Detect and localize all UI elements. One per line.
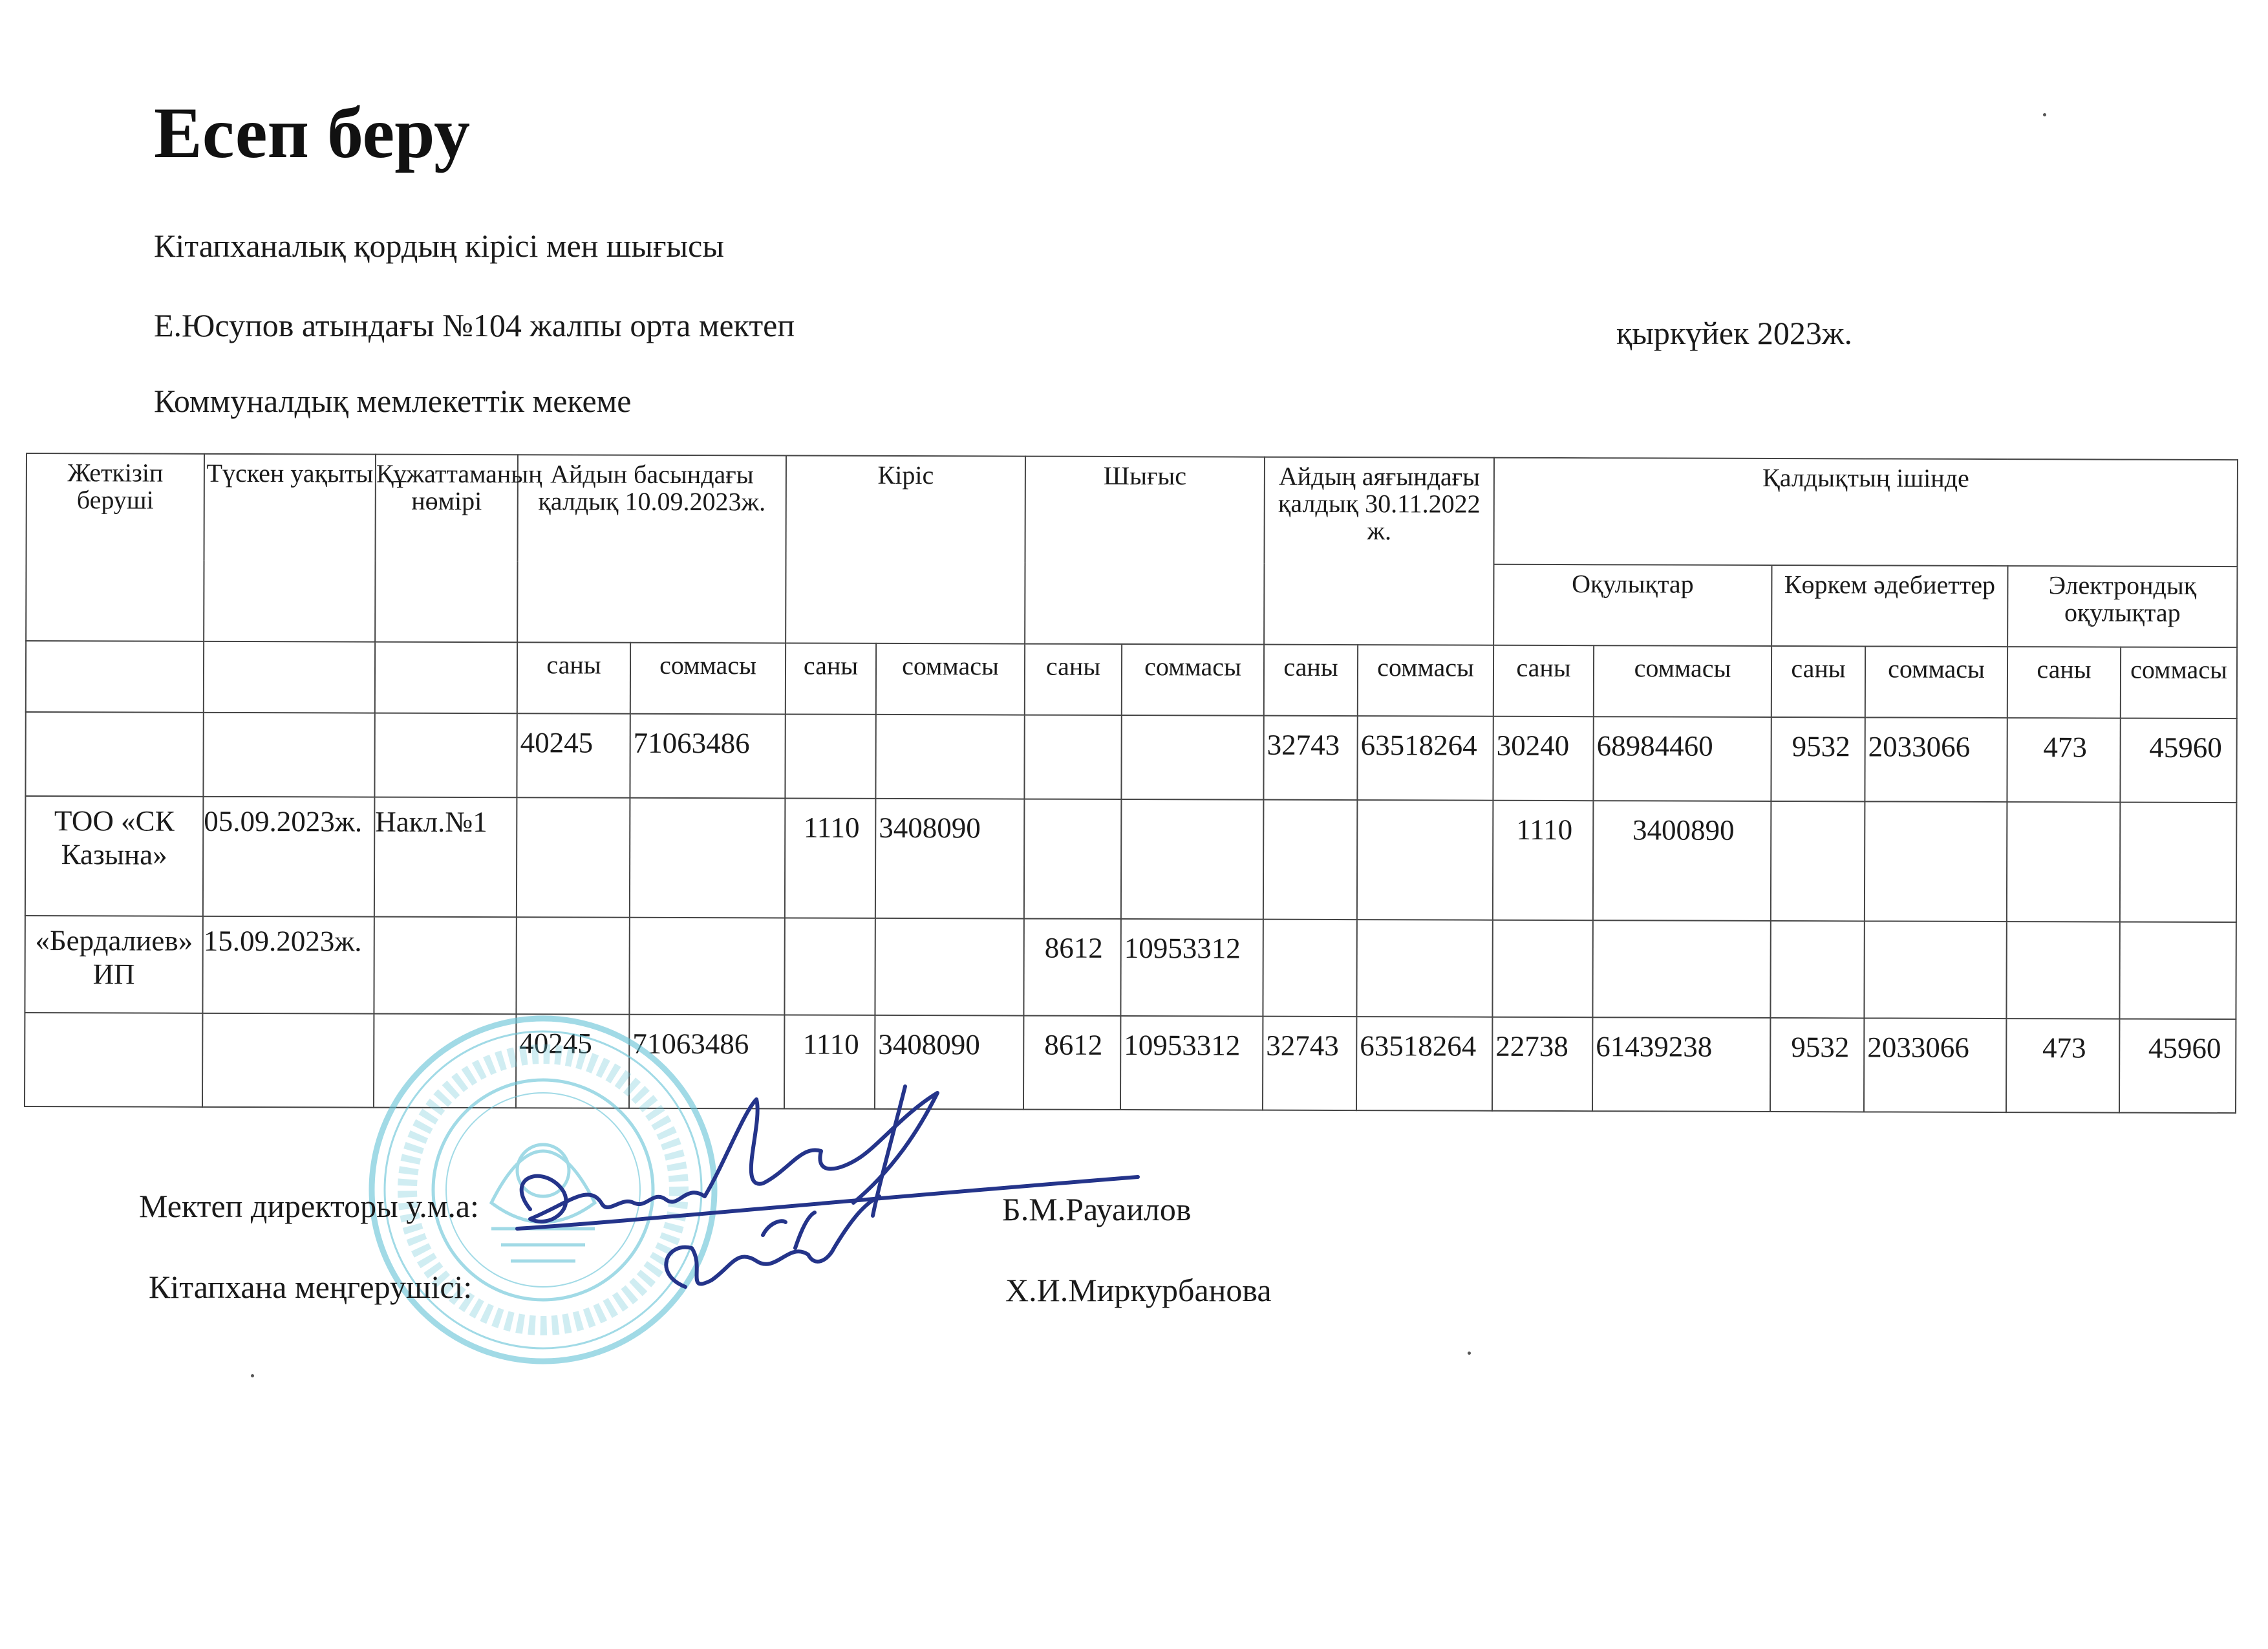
header-expense: Шығыс <box>1025 457 1265 645</box>
subheader-amount: соммасы <box>1358 645 1493 717</box>
cell-textbooks-count: 22738 <box>1492 1017 1592 1111</box>
cell-open-count <box>516 917 629 1015</box>
report-subtitle: Кітапханалық қордың кірісі мен шығысы <box>154 228 724 264</box>
school-name: Е.Юсупов атындағы №104 жалпы орта мектеп <box>154 307 795 343</box>
subheader-amount: соммасы <box>1594 645 1771 717</box>
cell-e-textbooks-amount <box>2120 803 2237 923</box>
subheader-count: саны <box>786 643 876 714</box>
cell-open-amount <box>630 798 786 918</box>
cell-close-count: 32743 <box>1263 1017 1356 1110</box>
scan-speck <box>1468 1352 1471 1355</box>
cell-out-count: 8612 <box>1023 919 1120 1016</box>
table-row <box>25 796 2237 922</box>
header-document-number: Құжаттаманың нөмірі <box>375 455 518 643</box>
cell-textbooks-amount: 68984460 <box>1593 717 1771 801</box>
cell-open-count: 40245 <box>517 713 630 798</box>
cell-textbooks-amount: 3400890 <box>1593 801 1771 921</box>
cell-e-textbooks-count <box>2006 921 2119 1019</box>
cell-textbooks-amount: 61439238 <box>1592 1017 1770 1112</box>
cell-out-count: 8612 <box>1023 1016 1120 1110</box>
header-supplier: Жеткізіп беруші <box>26 453 204 641</box>
librarian-label: Кітапхана меңгерушісі: <box>149 1269 473 1305</box>
cell-out-count <box>1024 715 1121 799</box>
cell-fiction-amount: 2033066 <box>1864 1018 2006 1112</box>
cell-close-amount <box>1357 800 1493 920</box>
cell-in-amount: 3408090 <box>875 1015 1023 1110</box>
cell-textbooks-count: 30240 <box>1493 717 1593 801</box>
cell-supplier <box>25 1013 202 1107</box>
cell-date: 15.09.2023ж. <box>202 916 374 1014</box>
cell-e-textbooks-count: 473 <box>2007 718 2120 803</box>
cell-open-amount: 71063486 <box>630 714 785 799</box>
cell-textbooks-count: 1110 <box>1493 801 1594 920</box>
cell-open-amount: 71063486 <box>629 1015 784 1109</box>
cell-close-amount: 63518264 <box>1357 716 1493 801</box>
cell-e-textbooks-count: 473 <box>2006 1018 2119 1113</box>
cell-supplier <box>25 712 203 797</box>
cell-e-textbooks-amount: 45960 <box>2120 718 2236 803</box>
cell-open-amount <box>629 918 784 1015</box>
cell-out-count <box>1024 799 1122 919</box>
subheader-amount: соммасы <box>2121 647 2237 719</box>
subheader-empty <box>204 641 375 713</box>
header-fiction: Көркем әдебиеттер <box>1771 565 2007 647</box>
director-label: Мектеп директоры у.м.а: <box>139 1188 479 1224</box>
cell-fiction-count <box>1770 921 1864 1018</box>
cell-close-amount <box>1356 920 1492 1017</box>
cell-open-count: 40245 <box>516 1014 629 1108</box>
cell-in-count <box>784 918 875 1015</box>
table-row <box>25 712 2236 803</box>
header-opening-balance: Айдын басындағы қалдық 10.09.2023ж. <box>517 455 786 643</box>
subheader-count: саны <box>1493 645 1594 717</box>
cell-in-count: 1110 <box>785 798 876 918</box>
table-row <box>25 916 2236 1019</box>
cell-fiction-count: 9532 <box>1771 717 1865 801</box>
subheader-empty <box>375 642 517 714</box>
cell-supplier: ТОО «СК Казына» <box>25 796 204 916</box>
cell-doc: Накл.№1 <box>374 797 517 918</box>
cell-date <box>203 713 374 797</box>
organization-type: Коммуналдық мемлекеттік мекеме <box>154 383 632 419</box>
scan-speck <box>2043 113 2046 116</box>
header-balance-includes: Қалдықтың ішінде <box>1494 458 2238 566</box>
library-fund-table <box>24 453 2238 1114</box>
cell-fiction-amount: 2033066 <box>1865 717 2007 802</box>
subheader-count: саны <box>1264 645 1358 716</box>
cell-in-amount <box>875 715 1024 799</box>
cell-textbooks-amount <box>1592 920 1770 1018</box>
cell-fiction-amount <box>1865 801 2007 921</box>
cell-doc <box>374 917 516 1015</box>
cell-out-amount <box>1121 715 1263 800</box>
cell-in-count: 1110 <box>784 1015 875 1108</box>
cell-supplier: «Бердалиев» ИП <box>25 916 202 1013</box>
cell-textbooks-count <box>1492 920 1592 1017</box>
subheader-count: саны <box>2007 647 2121 718</box>
header-e-textbooks: Электрондық оқулықтар <box>2007 566 2237 647</box>
cell-open-count <box>517 797 630 918</box>
cell-close-count: 32743 <box>1263 716 1357 800</box>
subheader-count: саны <box>517 642 630 714</box>
subheader-count: саны <box>1771 646 1865 717</box>
librarian-name: Х.И.Миркурбанова <box>1005 1272 1272 1308</box>
subheader-amount: соммасы <box>876 643 1025 715</box>
header-received-date: Түскен уақыты <box>204 454 376 642</box>
cell-out-amount: 10953312 <box>1120 1016 1263 1110</box>
cell-close-count <box>1263 920 1356 1017</box>
scan-speck <box>251 1374 254 1377</box>
subheader-amount: соммасы <box>630 643 786 715</box>
cell-in-amount: 3408090 <box>875 799 1025 919</box>
cell-in-count <box>785 714 875 798</box>
cell-e-textbooks-amount: 45960 <box>2119 1019 2236 1114</box>
cell-in-amount <box>875 918 1023 1016</box>
header-textbooks: Оқулықтар <box>1493 565 1771 646</box>
document-title: Есеп беру <box>154 93 471 173</box>
director-name: Б.М.Рауаилов <box>1002 1191 1192 1227</box>
cell-e-textbooks-amount <box>2119 922 2236 1020</box>
subheader-count: саны <box>1025 644 1122 715</box>
subheader-empty <box>26 641 204 713</box>
cell-close-amount: 63518264 <box>1356 1017 1492 1111</box>
cell-fiction-count: 9532 <box>1770 1018 1864 1112</box>
cell-close-count <box>1263 800 1358 920</box>
report-period: қыркүйек 2023ж. <box>1616 315 1852 351</box>
header-closing-balance: Айдың аяғындағы қалдық 30.11.2022 ж. <box>1264 457 1494 645</box>
cell-doc <box>374 713 517 798</box>
subheader-amount: соммасы <box>1865 646 2007 718</box>
cell-date: 05.09.2023ж. <box>203 797 375 917</box>
subheader-amount: соммасы <box>1122 644 1264 716</box>
cell-out-amount: 10953312 <box>1120 919 1263 1017</box>
cell-date <box>202 1013 374 1108</box>
header-income: Кіріс <box>786 455 1025 643</box>
cell-fiction-count <box>1771 801 1865 921</box>
cell-out-amount <box>1121 799 1264 920</box>
cell-e-textbooks-count <box>2007 802 2121 922</box>
cell-fiction-amount <box>1864 921 2006 1018</box>
